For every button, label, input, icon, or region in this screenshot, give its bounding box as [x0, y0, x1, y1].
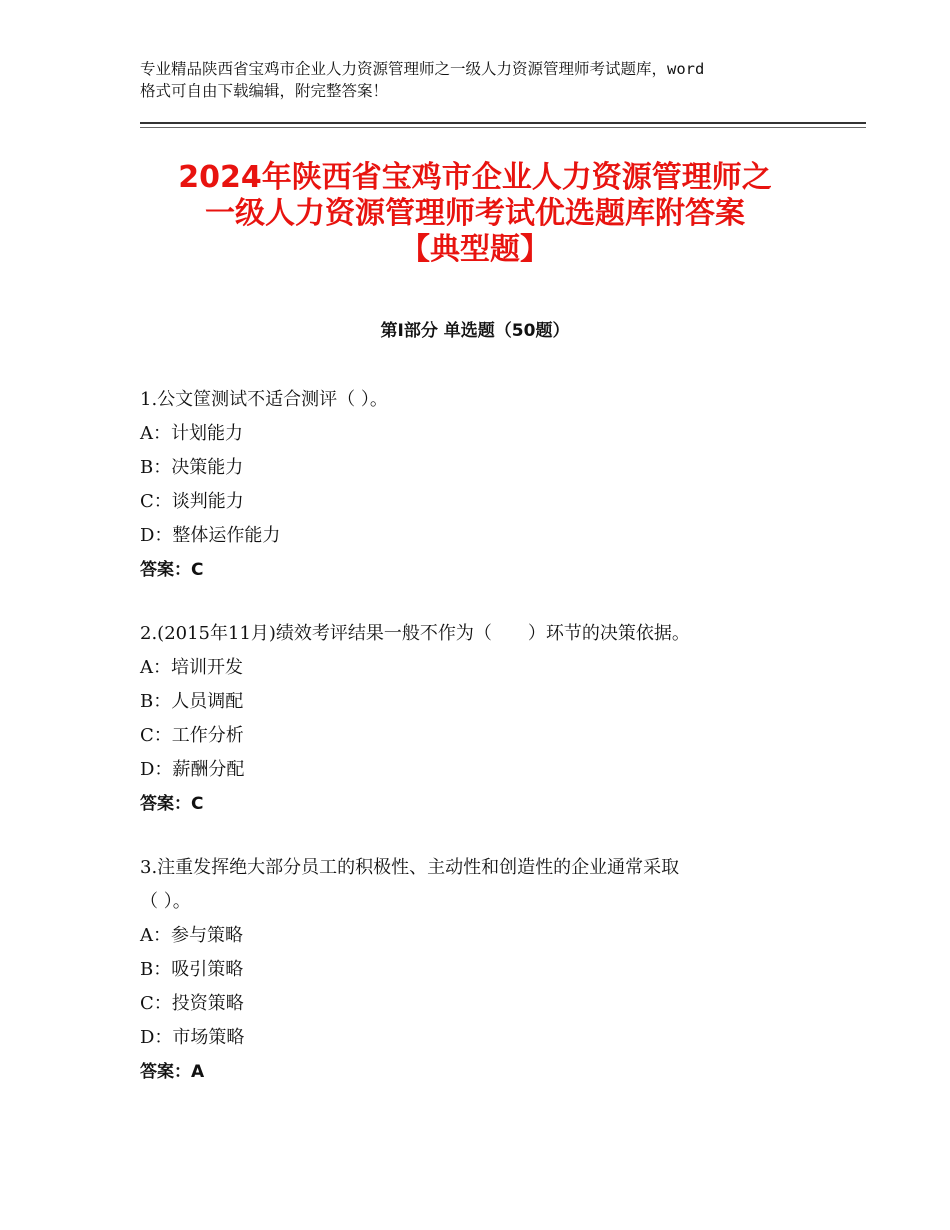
question-item — [140, 851, 820, 1089]
option-c: C：谈判能力 — [140, 491, 244, 512]
header-note — [140, 58, 830, 102]
header-note-line: 专业精品陕西省宝鸡市企业人力资源管理师之一级人力资源管理师考试题库，word — [140, 60, 705, 78]
title-line: 2024年陕西省宝鸡市企业人力资源管理师之 — [178, 160, 772, 195]
header-divider — [140, 122, 866, 124]
question-stem: 2.(2015年11月)绩效考评结果一般不作为（ ）环节的决策依据。 — [140, 623, 690, 644]
option-a: A：计划能力 — [140, 423, 243, 444]
header-divider-thin — [140, 127, 866, 128]
title-line: 【典型题】 — [400, 232, 550, 267]
option-b: B：决策能力 — [140, 457, 244, 478]
question-item — [140, 383, 820, 587]
option-b: B：吸引策略 — [140, 959, 244, 980]
question-stem: 1.公文筐测试不适合测评（ ）。 — [140, 389, 388, 410]
answer: 答案：C — [140, 794, 204, 814]
question-list — [140, 383, 820, 1119]
option-a: A：培训开发 — [140, 657, 243, 678]
question-stem: 3.注重发挥绝大部分员工的积极性、主动性和创造性的企业通常采取 — [140, 857, 680, 878]
answer: 答案：A — [140, 1062, 205, 1082]
answer: 答案：C — [140, 560, 204, 580]
section-heading: 第Ⅰ部分 单选题（50题） — [380, 321, 570, 341]
question-stem-continued: （ ）。 — [140, 891, 191, 912]
question-item — [140, 617, 820, 821]
option-d: D：市场策略 — [140, 1027, 245, 1048]
option-c: C：工作分析 — [140, 725, 244, 746]
document-title — [100, 160, 850, 268]
option-b: B：人员调配 — [140, 691, 244, 712]
title-line: 一级人力资源管理师考试优选题库附答案 — [205, 196, 745, 231]
option-c: C：投资策略 — [140, 993, 244, 1014]
option-d: D：整体运作能力 — [140, 525, 281, 546]
option-a: A：参与策略 — [140, 925, 243, 946]
option-d: D：薪酬分配 — [140, 759, 245, 780]
header-note-line: 格式可自由下载编辑，附完整答案！ — [140, 82, 389, 100]
